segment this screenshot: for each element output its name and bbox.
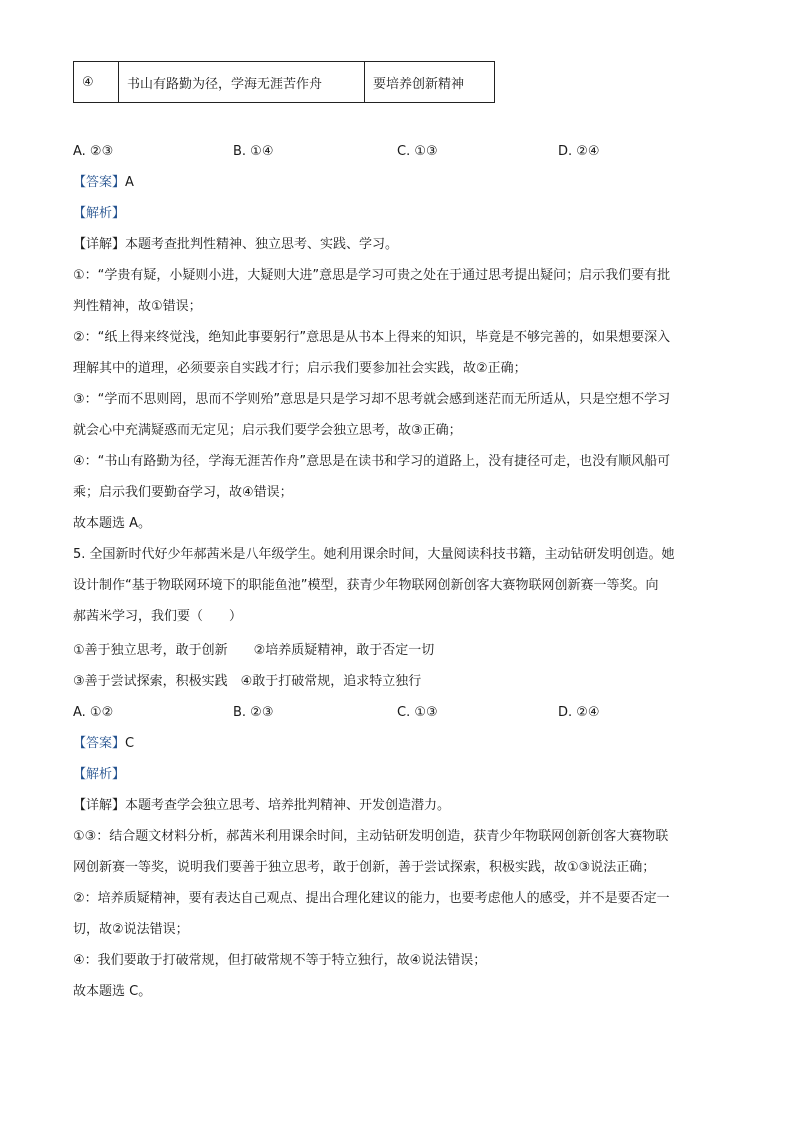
q5-analysis-line: ②：培养质疑精神，要有表达自己观点、提出合理化建议的能力，也要考虑他人的感受，并不是要否定一 [73, 891, 670, 906]
q5-choice-c: C. ①③ [397, 705, 438, 720]
q4-analysis-line: ①：“学贵有疑，小疑则小进，大疑则大进”意思是学习可贵之处在于通过思考提出疑问；启示我们要有批 [73, 268, 671, 283]
q5-analysis-label: 【解析】 [73, 767, 126, 782]
q4-analysis-line: ④：“书山有路勤为径，学海无涯苦作舟”意思是在读书和学习的道路上，没有捷径可走，也没有顺风船可 [73, 454, 671, 469]
q4-choice-b: B. ①④ [233, 144, 274, 159]
table-cell-phrase: 书山有路勤为径，学海无涯苦作舟 [119, 62, 365, 103]
q4-analysis-line: ②：“纸上得来终觉浅，绝知此事要躬行”意思是从书本上得来的知识，毕竟是不够完善的，如果想要深入 [73, 330, 671, 345]
answer-label: 【答案】 [73, 175, 126, 190]
q5-detail [73, 797, 450, 815]
q4-analysis-line: 乘；启示我们要勤奋学习，故④错误； [73, 485, 293, 500]
detail-intro: 本题考查批判性精神、独立思考、实践、学习。 [125, 237, 399, 252]
table-cell-number: ④ [74, 62, 119, 103]
q5-analysis-line: ①③：结合题文材料分析，郝茜米利用课余时间，主动钻研发明创造，获青少年物联网创新创客大赛物联 [73, 829, 669, 844]
detail-intro: 本题考查学会独立思考、培养批判精神、开发创造潜力。 [125, 798, 451, 813]
q5-statement-line: ①善于独立思考，敢于创新 ②培养质疑精神，敢于否定一切 [73, 643, 435, 658]
q5-answer [73, 735, 134, 753]
q5-stem-line: 5. 全国新时代好少年郝茜米是八年级学生。她利用课余时间，大量阅读科技书籍，主动钻研发明创造。她 [73, 547, 675, 562]
q5-analysis-line: ④：我们要敢于打破常规，但打破常规不等于特立独行，故④说法错误； [73, 953, 487, 968]
q5-stem-line: 设计制作“基于物联网环境下的职能鱼池”模型，获青少年物联网创新创客大赛物联网创新赛一等奖。向 [73, 578, 659, 593]
q4-analysis-line: ③：“学而不思则罔，思而不学则殆”意思是只是学习却不思考就会感到迷茫而无所适从，只是空想不学习 [73, 392, 671, 407]
q4-analysis-line: 就会心中充满疑惑而无定见；启示我们要学会独立思考，故③正确； [73, 423, 462, 438]
q4-analysis-line: 理解其中的道理，必须要亲自实践才行；启示我们要参加社会实践，故②正确； [73, 361, 527, 376]
q5-choice-a: A. ①② [73, 705, 114, 720]
answer-value: A [125, 175, 134, 190]
detail-label: 【详解】 [73, 237, 126, 252]
q4-choice-d: D. ②④ [558, 144, 600, 159]
q5-conclusion: 故本题选 C。 [73, 984, 152, 999]
q4-choice-c: C. ①③ [397, 144, 438, 159]
detail-label: 【详解】 [73, 798, 126, 813]
q4-conclusion: 故本题选 A。 [73, 516, 152, 531]
q5-analysis-line: 网创新赛一等奖，说明我们要善于独立思考，敢于创新，善于尝试探索，积极实践，故①③说法正确； [73, 860, 656, 875]
q5-stem-line: 郝茜米学习，我们要（ ） [73, 609, 243, 624]
q4-analysis-label: 【解析】 [73, 206, 126, 221]
q4-detail [73, 236, 398, 254]
q5-statement-line: ③善于尝试探索，积极实践 ④敢于打破常规，追求特立独行 [73, 674, 422, 689]
q5-analysis-line: 切，故②说法错误； [73, 922, 189, 937]
q5-choice-b: B. ②③ [233, 705, 274, 720]
answer-label: 【答案】 [73, 736, 126, 751]
table-row [74, 62, 495, 103]
option-table [73, 61, 495, 103]
q5-choice-d: D. ②④ [558, 705, 600, 720]
q4-answer [73, 174, 134, 192]
q4-analysis-line: 判性精神，故①错误； [73, 299, 202, 314]
answer-value: C [125, 736, 135, 751]
table-cell-meaning: 要培养创新精神 [365, 62, 495, 103]
q4-choice-a: A. ②③ [73, 144, 114, 159]
